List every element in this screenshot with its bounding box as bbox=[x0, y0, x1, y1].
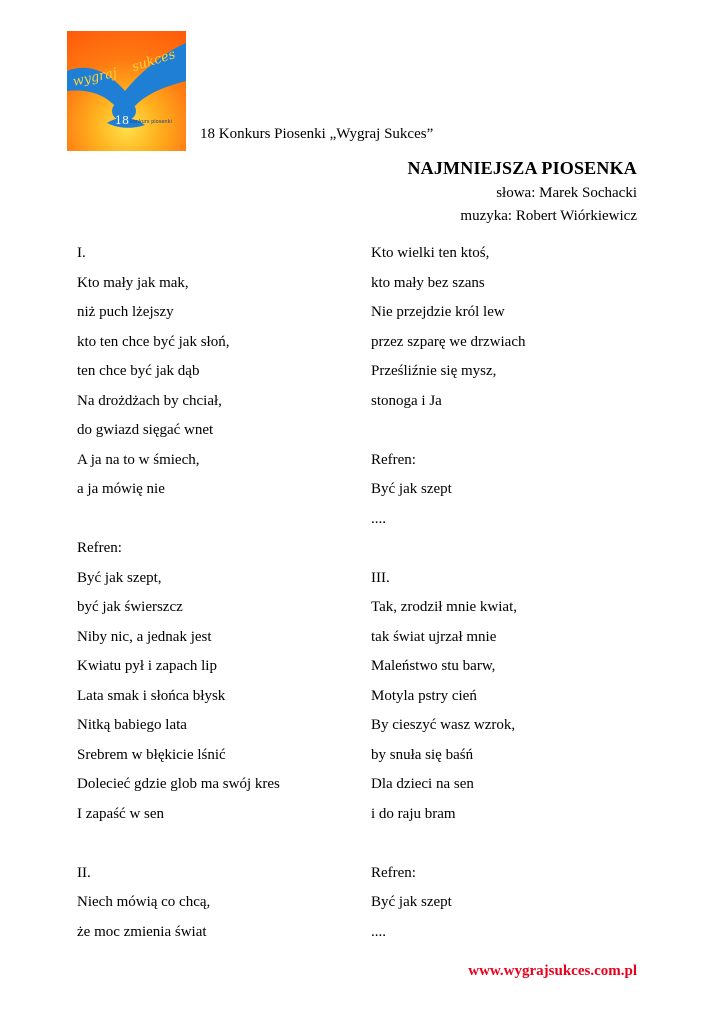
music-credit: muzyka: Robert Wiórkiewicz bbox=[460, 208, 637, 224]
lyric-line: kto mały bez szans bbox=[371, 274, 485, 291]
logo-word-2: sukces bbox=[130, 47, 178, 76]
website-link[interactable]: www.wygrajsukces.com.pl bbox=[468, 963, 637, 979]
lyric-line: kto ten chce być jak słoń, bbox=[77, 333, 230, 350]
lyric-line: .... bbox=[371, 923, 386, 940]
lyric-line: Srebrem w błękicie lśnić bbox=[77, 746, 226, 763]
lyric-line: Dla dzieci na sen bbox=[371, 776, 474, 792]
lyric-line: Refren: bbox=[77, 540, 122, 556]
lyric-line: Kwiatu pył i zapach lip bbox=[77, 658, 217, 674]
lyric-line: I. bbox=[77, 245, 86, 261]
lyric-line bbox=[371, 420, 525, 450]
lyric-line: Kto mały jak mak, bbox=[77, 274, 189, 291]
song-title: NAJMNIEJSZA PIOSENKA bbox=[407, 158, 637, 178]
lyric-line: tak świat ujrzał mnie bbox=[371, 628, 497, 645]
lyric-line: by snuła się baśń bbox=[371, 746, 474, 763]
contest-logo bbox=[67, 31, 186, 151]
bird-emblem-icon bbox=[67, 31, 186, 151]
lyrics-credit: słowa: Marek Sochacki bbox=[496, 185, 637, 201]
lyric-line: Być jak szept, bbox=[77, 569, 162, 586]
lyric-line: przez szparę we drzwiach bbox=[371, 333, 526, 350]
competition-name: 18 Konkurs Piosenki „Wygraj Sukces” bbox=[200, 126, 434, 142]
lyric-line: i do raju bram bbox=[371, 805, 456, 822]
lyric-line: Na drożdżach by chciał, bbox=[77, 392, 222, 409]
lyric-line bbox=[371, 833, 525, 863]
lyric-line: Nitką babiego lata bbox=[77, 717, 187, 733]
lyric-line bbox=[77, 509, 280, 539]
lyric-line: Lata smak i słońca błysk bbox=[77, 687, 226, 704]
logo-number: 18 bbox=[115, 114, 129, 127]
lyric-line: Być jak szept bbox=[371, 894, 452, 910]
lyric-line: że moc zmienia świat bbox=[77, 923, 207, 940]
lyric-line: Prześliźnie się mysz, bbox=[371, 363, 497, 379]
lyric-line: niż puch lżejszy bbox=[77, 304, 174, 320]
lyric-line: ten chce być jak dąb bbox=[77, 363, 200, 379]
lyric-line: Maleństwo stu barw, bbox=[371, 658, 496, 674]
lyric-line: A ja na to w śmiech, bbox=[77, 451, 200, 468]
lyric-line: Motyla pstry cień bbox=[371, 687, 477, 704]
lyric-line: I zapaść w sen bbox=[77, 805, 165, 822]
lyrics-right-column bbox=[371, 243, 525, 951]
lyric-line: .... bbox=[371, 510, 386, 527]
lyric-line: a ja mówię nie bbox=[77, 481, 165, 497]
lyric-line: II. bbox=[77, 864, 91, 881]
lyric-line: Niby nic, a jednak jest bbox=[77, 628, 212, 645]
lyric-line: Dolecieć gdzie glob ma swój kres bbox=[77, 776, 280, 792]
lyric-line: do gwiazd sięgać wnet bbox=[77, 422, 214, 438]
lyric-line: Niech mówią co chcą, bbox=[77, 894, 211, 910]
lyric-line: Refren: bbox=[371, 864, 416, 881]
lyric-line: być jak świerszcz bbox=[77, 599, 183, 615]
lyric-line: Nie przejdzie król lew bbox=[371, 304, 505, 320]
lyric-line: Refren: bbox=[371, 451, 416, 468]
lyric-line: stonoga i Ja bbox=[371, 392, 442, 409]
lyric-line: III. bbox=[371, 569, 390, 586]
lyric-line: By cieszyć wasz wzrok, bbox=[371, 717, 516, 733]
lyric-line: Tak, zrodził mnie kwiat, bbox=[371, 599, 517, 615]
lyrics-left-column bbox=[77, 243, 280, 951]
logo-word-1: wygraj bbox=[71, 65, 119, 90]
lyric-line: Kto wielki ten ktoś, bbox=[371, 245, 490, 261]
lyric-line bbox=[371, 538, 525, 568]
logo-subtitle: konkurs piosenki bbox=[130, 119, 172, 125]
lyric-line bbox=[77, 833, 280, 863]
lyric-line: Być jak szept bbox=[371, 481, 452, 497]
